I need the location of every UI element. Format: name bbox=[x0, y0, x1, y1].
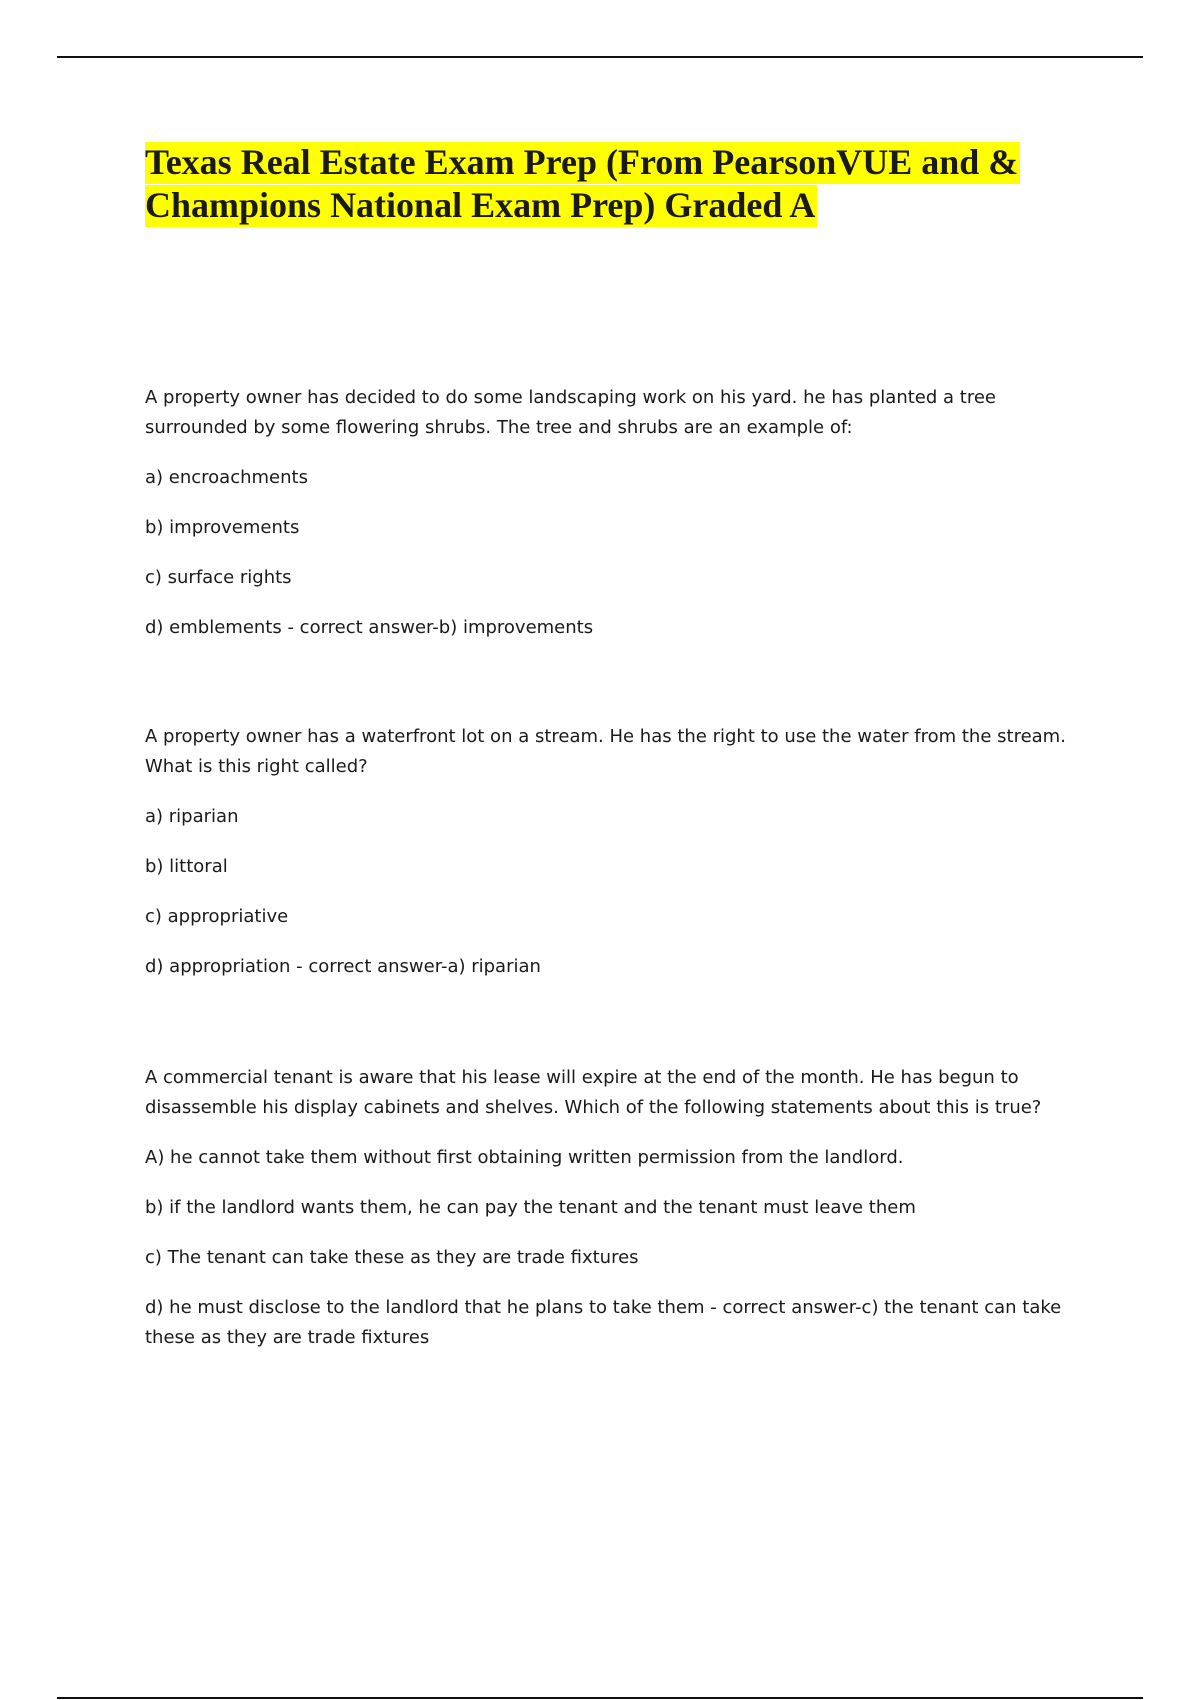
document-title bbox=[145, 141, 1085, 227]
title-line-1: Texas Real Estate Exam Prep (From PearsonVUE and & bbox=[145, 142, 1019, 182]
question-3-option-c: c) The tenant can take these as they are trade fixtures bbox=[145, 1247, 639, 1268]
question-1-stem: A property owner has decided to do some landscaping work on his yard. he has planted a tree surrounded by some flowering shrubs. The tree and shrubs are an example of: bbox=[145, 387, 996, 438]
question-3-option-d-answer: d) he must disclose to the landlord that he plans to take them - correct answer-c) the tenant can take these as they are trade fixtures bbox=[145, 1297, 1062, 1348]
top-divider bbox=[57, 56, 1143, 58]
question-1-option-b: b) improvements bbox=[145, 517, 300, 538]
question-2-option-d-answer: d) appropriation - correct answer-a) riparian bbox=[145, 956, 541, 977]
title-line-2: Champions National Exam Prep) Graded A bbox=[145, 185, 816, 225]
question-2-option-a: a) riparian bbox=[145, 806, 239, 827]
bottom-divider bbox=[57, 1697, 1143, 1699]
question-2-stem: A property owner has a waterfront lot on a stream. He has the right to use the water from the stream. What is this right called? bbox=[145, 726, 1066, 777]
question-1-option-d-answer: d) emblements - correct answer-b) improvements bbox=[145, 617, 594, 638]
question-3-option-b: b) if the landlord wants them, he can pay the tenant and the tenant must leave them bbox=[145, 1197, 916, 1218]
question-3-option-a: A) he cannot take them without first obtaining written permission from the landlord. bbox=[145, 1147, 904, 1168]
question-1-option-c: c) surface rights bbox=[145, 567, 292, 588]
question-2 bbox=[145, 722, 1075, 982]
question-1 bbox=[145, 383, 1075, 643]
question-2-option-b: b) littoral bbox=[145, 856, 228, 877]
question-3-stem: A commercial tenant is aware that his lease will expire at the end of the month. He has begun to disassemble his display cabinets and shelves. Which of the following statements about this is true? bbox=[145, 1067, 1042, 1118]
question-3 bbox=[145, 1063, 1075, 1353]
question-1-option-a: a) encroachments bbox=[145, 467, 308, 488]
question-2-option-c: c) appropriative bbox=[145, 906, 289, 927]
